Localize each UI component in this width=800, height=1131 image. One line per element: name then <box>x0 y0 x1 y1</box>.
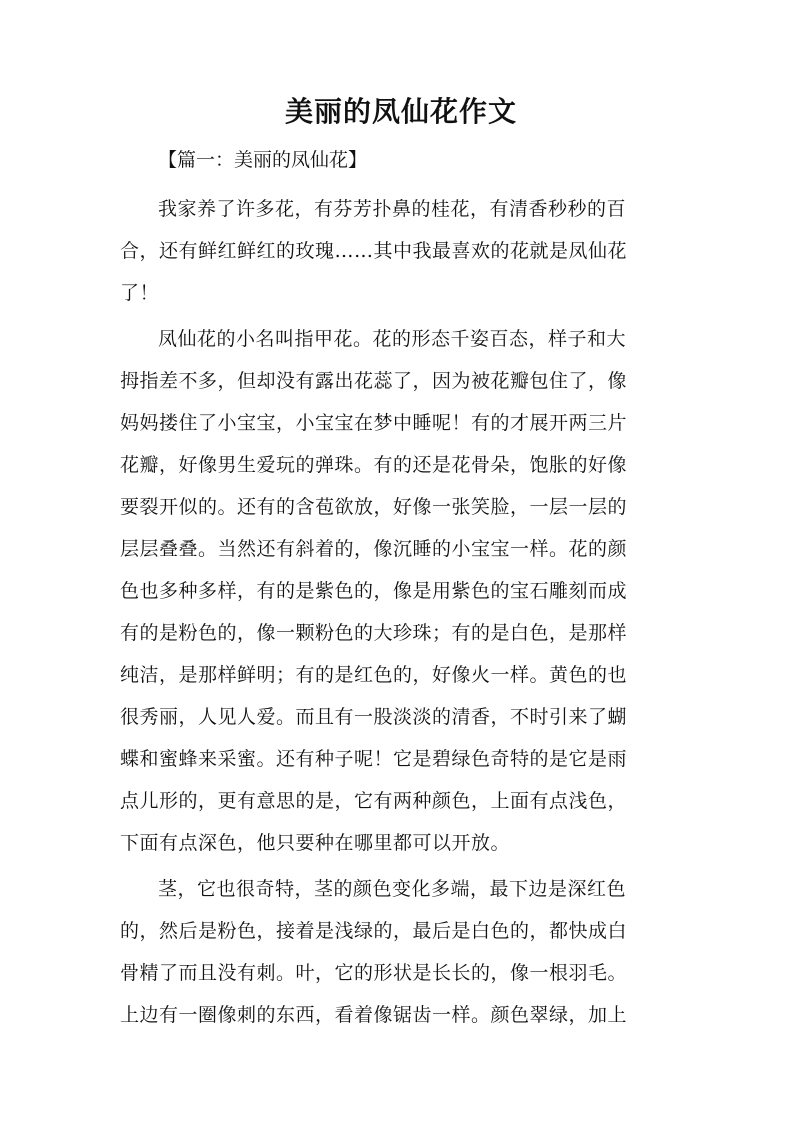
paragraph-2 <box>120 318 682 864</box>
document-title: 美丽的凤仙花作文 <box>284 95 517 128</box>
text-line: 花瓣，好像男生爱玩的弹珠。有的还是花骨朵，饱胀的好像 <box>120 454 628 476</box>
text-line: 我家养了许多花，有芬芳扑鼻的桂花，有清香秒秒的百 <box>158 198 627 220</box>
text-line: 妈妈搂住了小宝宝，小宝宝在梦中睡呢！有的才展开两三片 <box>120 412 628 434</box>
text-line: 下面有点深色，他只要种在哪里都可以开放。 <box>120 832 511 854</box>
text-line: 的，然后是粉色，接着是浅绿的，最后是白色的，都快成白 <box>120 920 628 942</box>
text-line: 有的是粉色的，像一颗粉色的大珍珠；有的是白色，是那样 <box>120 622 628 644</box>
text-line: 合，还有鲜红鲜红的玫瑰……其中我最喜欢的花就是凤仙花 <box>120 240 628 262</box>
paragraph-1 <box>120 188 682 314</box>
text-line: 骨精了而且没有刺。叶，它的形状是长长的，像一根羽毛。 <box>120 962 628 984</box>
text-line: 拇指差不多，但却没有露出花蕊了，因为被花瓣包住了，像 <box>120 370 628 392</box>
text-line: 了！ <box>120 282 160 304</box>
text-line: 要裂开似的。还有的含苞欲放，好像一张笑脸，一层一层的 <box>120 496 628 518</box>
text-line: 点儿形的，更有意思的是，它有两种颜色，上面有点浅色， <box>120 790 628 812</box>
text-line: 蝶和蜜蜂来采蜜。还有种子呢！它是碧绿色奇特的是它是雨 <box>120 748 628 770</box>
text-line: 凤仙花的小名叫指甲花。花的形态千姿百态，样子和大 <box>158 328 627 350</box>
paragraph-3 <box>120 868 682 1036</box>
text-line: 很秀丽，人见人爱。而且有一股淡淡的清香，不时引来了蝴 <box>120 706 628 728</box>
text-line: 上边有一圈像刺的东西，看着像锯齿一样。颜色翠绿，加上 <box>120 1004 628 1026</box>
text-line: 色也多种多样，有的是紫色的，像是用紫色的宝石雕刻而成 <box>120 580 628 602</box>
text-line: 纯洁，是那样鲜明；有的是红色的，好像火一样。黄色的也 <box>120 664 628 686</box>
section-heading: 【篇一：美丽的凤仙花】 <box>158 149 368 171</box>
text-line: 层层叠叠。当然还有斜着的，像沉睡的小宝宝一样。花的颜 <box>120 538 628 560</box>
text-line: 茎，它也很奇特，茎的颜色变化多端，最下边是深红色 <box>158 878 627 900</box>
